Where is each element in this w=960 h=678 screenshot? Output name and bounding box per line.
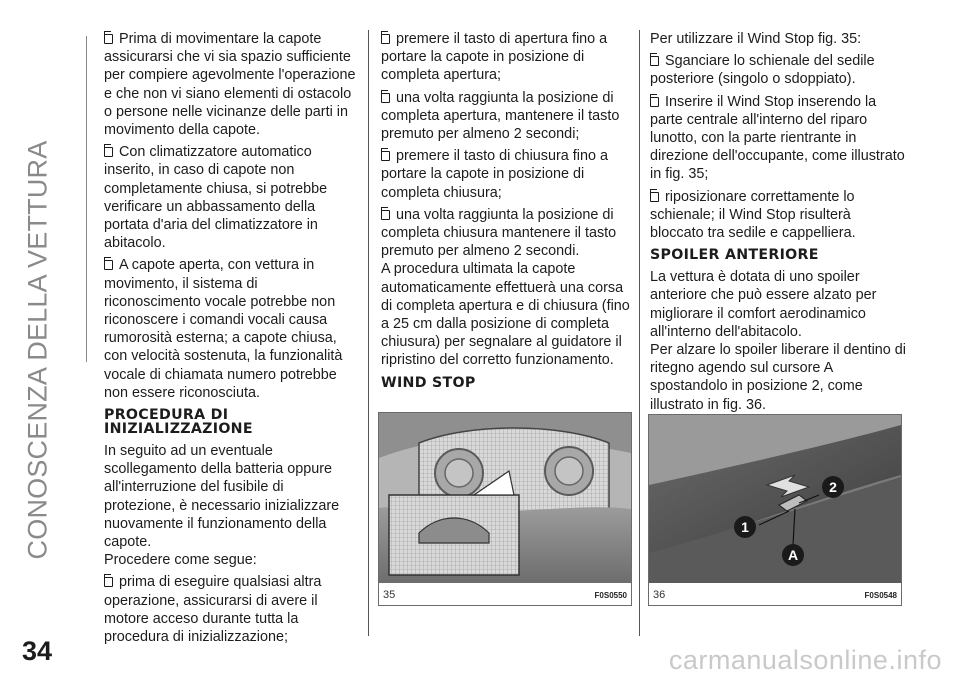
section-heading: PROCEDURA DI INIZIALIZZAZIONE (104, 407, 253, 438)
sidebar-divider (86, 36, 87, 362)
site-watermark: carmanualsonline.info (668, 645, 942, 675)
list-item: Sganciare lo schienale del sedile posteriore (singolo o sdoppiato). (650, 53, 875, 88)
paragraph: Per alzare lo spoiler liberare il dentino di ritegno agendo sul cursore A spostandolo in posizione 2, come illustrato in fig. 36. (650, 342, 906, 413)
paragraph: Procedere come segue: (104, 552, 257, 569)
paragraph: Per utilizzare il Wind Stop fig. 35: (650, 31, 862, 47)
bullet-icon (650, 56, 659, 66)
callout-a-label: A (787, 547, 799, 563)
column-3 (650, 30, 906, 418)
caution-bullet-icon (104, 260, 113, 270)
figure-number: 36 (653, 589, 666, 601)
wind-stop-illustration (379, 413, 631, 583)
bullet-icon (381, 210, 390, 220)
column-1 (104, 30, 358, 650)
paragraph: A procedura ultimata la capote automaticamente effettuerà una corsa di completa apertura e di chiusura (fino a 25 cm dalla posizione di completa chiusura) per segnalare al guidatore il ripristino del corretto funzionamento. (381, 261, 630, 369)
paragraph: Prima di movimentare la capote assicurarsi che vi sia spazio sufficiente per compiere agevolmente l'operazione e che non vi siano elementi di ostacolo o persone nelle vicinanze delle parti in movimento della capote. (104, 31, 356, 139)
section-heading: WIND STOP (381, 374, 476, 391)
figure-number: 35 (383, 589, 396, 601)
bullet-icon (381, 34, 390, 44)
list-item: una volta raggiunta la posizione di completa chiusura mantenere il tasto premuto per almeno 2 secondi. (381, 206, 617, 260)
paragraph: La vettura è dotata di uno spoiler anteriore che può essere alzato per migliorare il comfort aerodinamico all'interno dell'abitacolo. (650, 269, 877, 340)
caution-bullet-icon (104, 147, 113, 157)
section-heading: SPOILER ANTERIORE (650, 247, 819, 264)
bullet-icon (650, 97, 659, 107)
section-title-text: CONOSCENZA DELLA VETTURA (22, 140, 53, 560)
callout-2-label: 2 (829, 479, 837, 495)
page-number: 34 (22, 636, 53, 666)
spoiler-illustration (649, 415, 901, 583)
paragraph: Con climatizzatore automatico inserito, in caso di capote non completamente chiusa, si potrebbe verificare un abbassamento della portata d'aria del climatizzatore in abitacolo. (104, 144, 328, 252)
bullet-icon (381, 93, 390, 103)
column-divider-1 (368, 30, 369, 636)
figure-code: F0S0548 (864, 591, 897, 600)
list-item: premere il tasto di chiusura fino a portare la capote in posizione di completa chiusura; (381, 148, 608, 201)
bullet-icon (650, 192, 659, 202)
list-item: Inserire il Wind Stop inserendo la parte centrale all'interno del riparo lunotto, con la parte rientrante in direzione dell'occupante, come illustrato in fig. 35; (650, 93, 905, 183)
bullet-icon (381, 151, 390, 161)
list-item: una volta raggiunta la posizione di completa apertura, mantenere il tasto premuto per almeno 2 secondi; (381, 89, 620, 143)
figure-front-spoiler (648, 414, 902, 606)
figure-wind-stop (378, 412, 632, 606)
figure-code: F0S0550 (594, 591, 627, 600)
column-divider-2 (639, 30, 640, 636)
callout-1-label: 1 (741, 519, 749, 535)
paragraph: A capote aperta, con vettura in movimento, il sistema di riconoscimento vocale potrebbe non riconoscere i comandi vocali causa rumorosità esterna; a capote chiusa, con velocità sostenuta, la funzionalità vocale di chiamata numero potrebbe non essere riconosciuta. (104, 257, 343, 401)
list-item: riposizionare correttamente lo schienale; il Wind Stop risulterà bloccato tra sedile e cappelliera. (650, 188, 856, 242)
paragraph: In seguito ad un eventuale scollegamento della batteria oppure all'interruzione del fusibile di protezione, è necessario inizializzare nuovamente il funzionamento della capote. (104, 443, 340, 551)
bullet-icon (104, 577, 113, 587)
column-2 (381, 30, 633, 396)
list-item: premere il tasto di apertura fino a portare la capote in posizione di completa apertura; (381, 31, 608, 84)
caution-bullet-icon (104, 34, 113, 44)
list-item: prima di eseguire qualsiasi altra operazione, assicurarsi di avere il motore acceso durante tutta la procedura di inizializzazione; (104, 574, 322, 646)
